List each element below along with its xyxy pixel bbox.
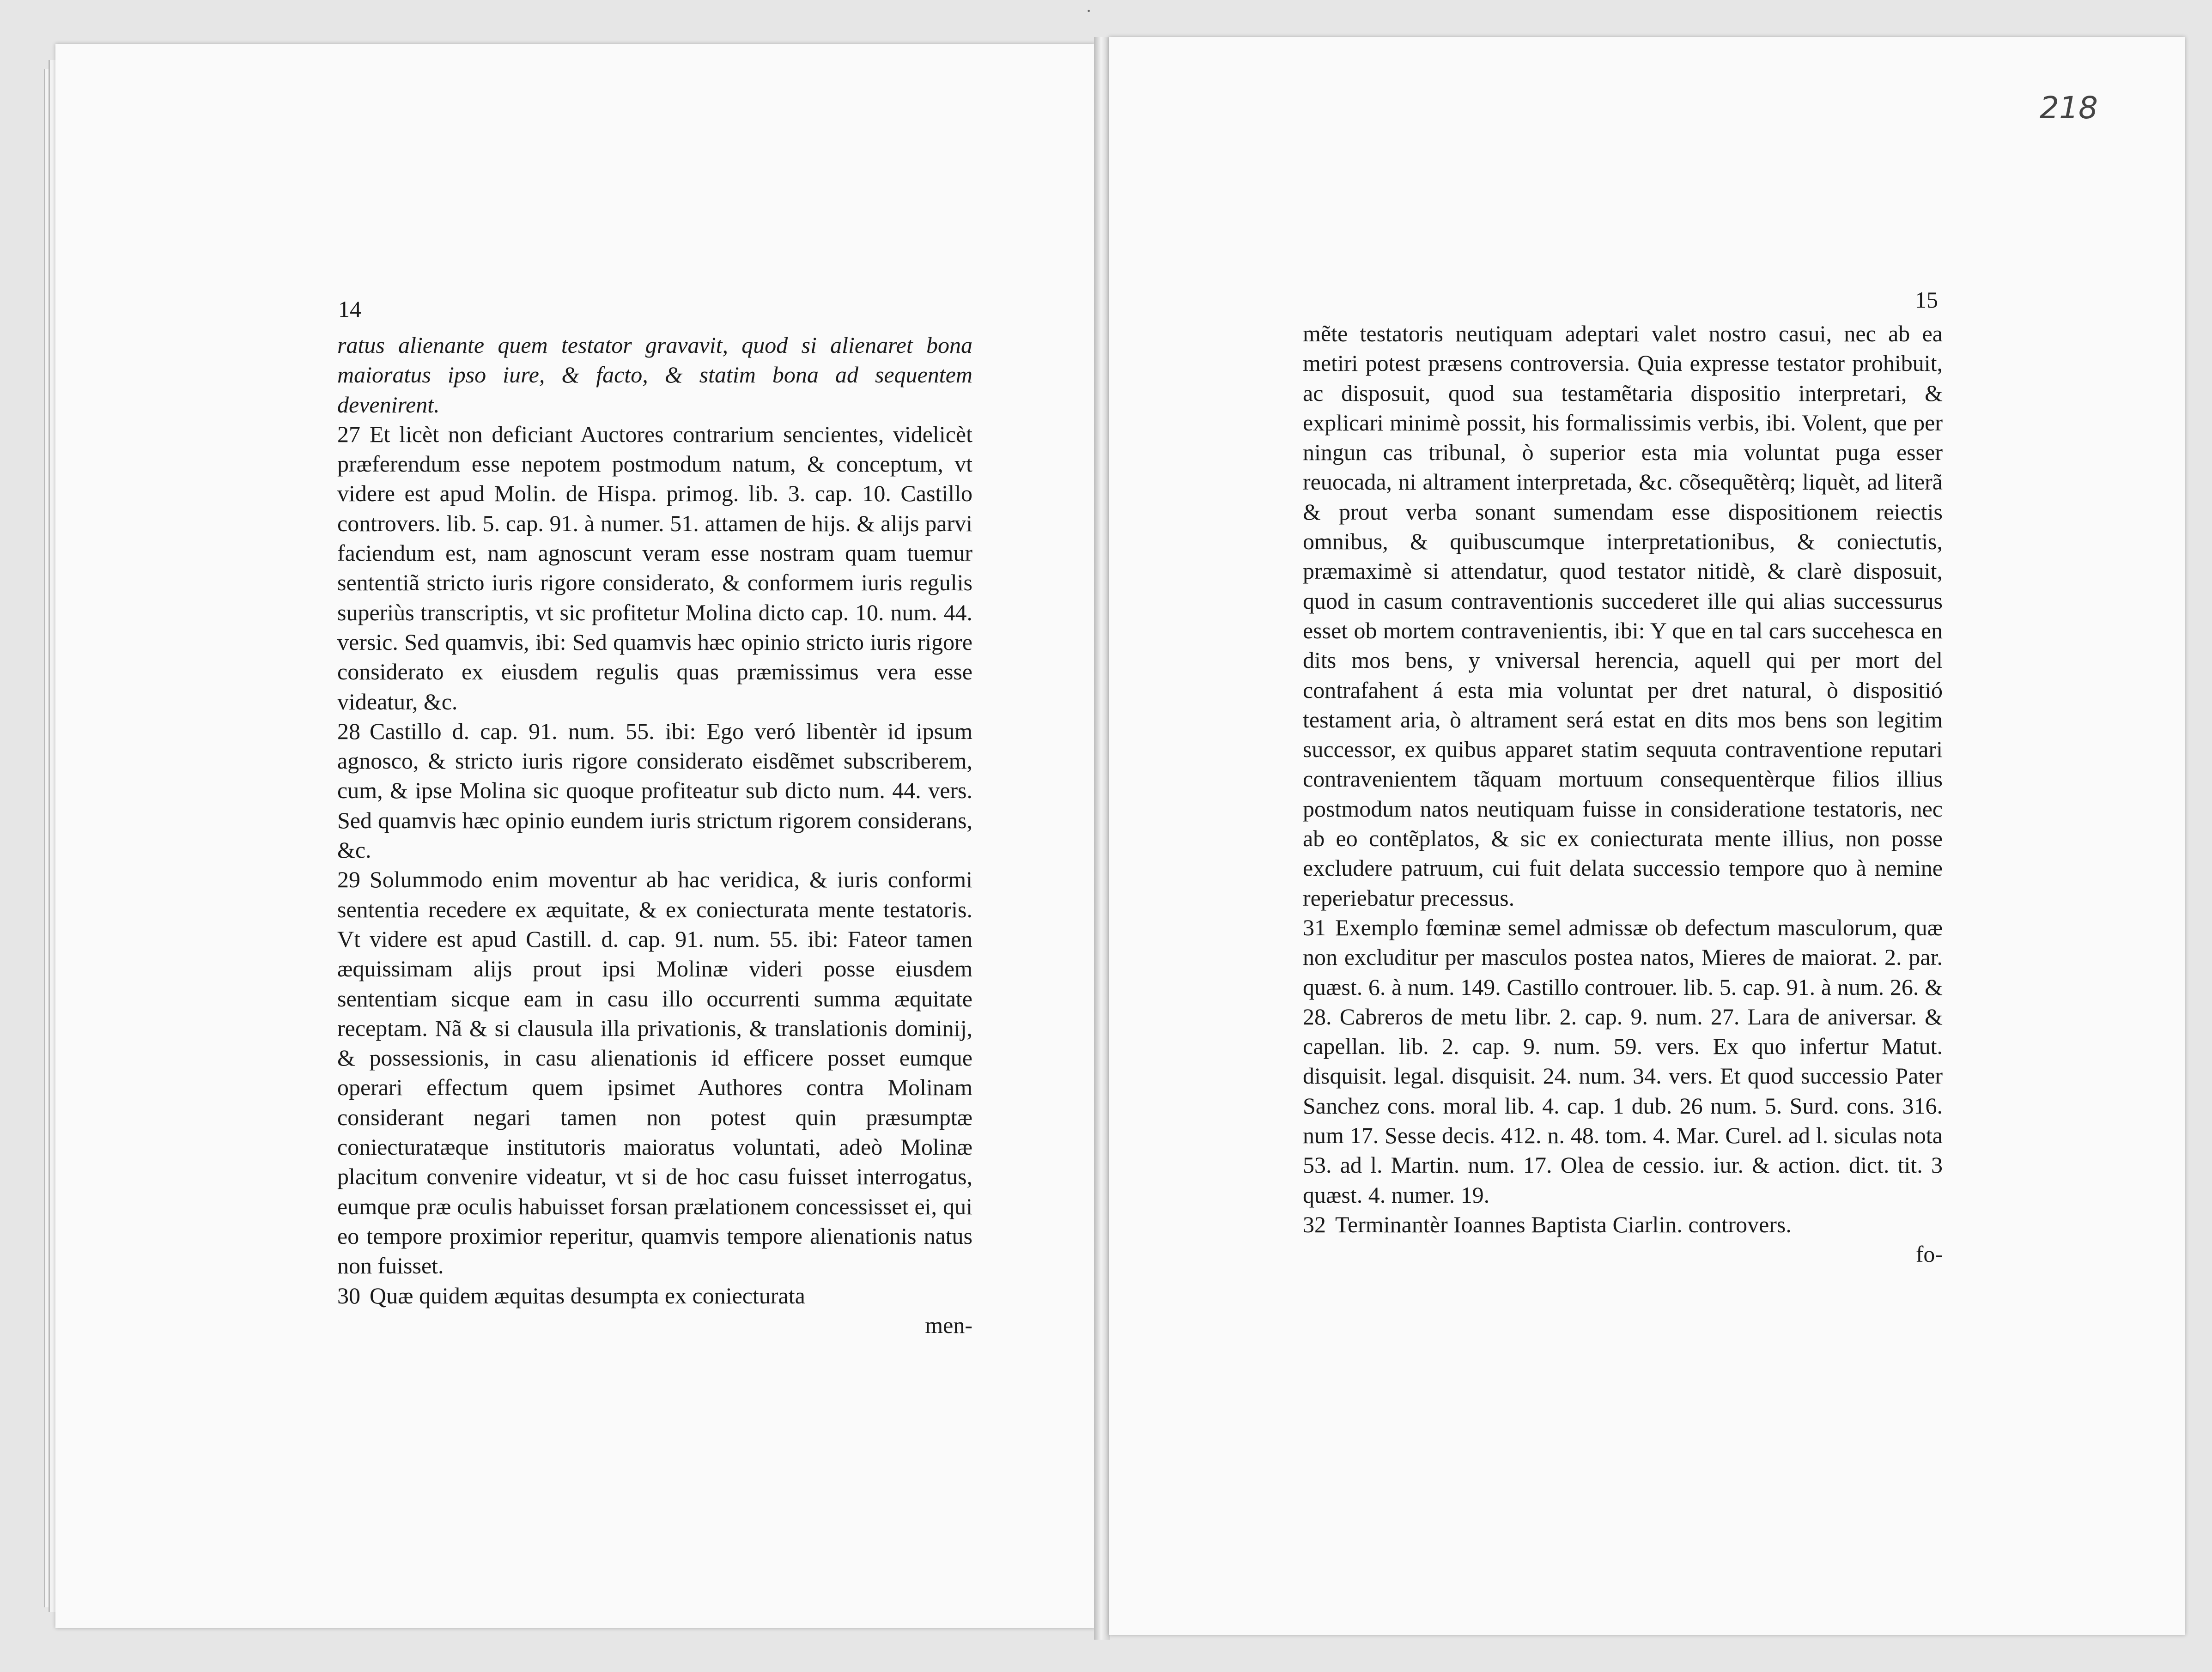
left-page-number: 14 xyxy=(338,296,361,322)
paragraph-text: Solummodo enim moventur ab hac veridica, & iuris conformi sententia recedere ex æquitate, & ex coniecturata mente testatoris. Vt videre est apud Castill. d. cap. 91. num. 55. ibi: Fateor tamen æquissimam alijs prout ipsi Molinæ videri posse eiusdem sententiam sicque eam in casu illo occurrenti summa æquitate receptam. Nã & si clausula illa privationis, & translationis dominij, & possessionis, in casu alienationis id efficere posset eumque operari effectum quem ipsimet Authores contra Molinam considerant negari tamen non potest quin præsumptæ coniecturatæque institutoris maioratus voluntati, adeò Molinæ placitum convenire videatur, vt si de hoc casu fuisset interrogatus, eumque præ oculis habuisset forsan prælationem concessisset ei, qui eo tempore proximior reperitur, quamvis tempore alienationis natus non fuisset. xyxy=(337,866,972,1279)
paragraph-text: ratus alienante quem testator gravavit, quod si alienaret bona maioratus ipso iure, & facto, & statim bona ad sequentem devenirent. xyxy=(337,332,972,418)
right-page-number: 15 xyxy=(1915,287,1938,313)
catchword: men- xyxy=(925,1312,972,1338)
paragraph xyxy=(337,865,972,1280)
top-center-mark: · xyxy=(1086,0,1092,21)
book-gutter xyxy=(1094,37,1110,1640)
left-page-text xyxy=(337,330,972,1340)
paragraph xyxy=(337,716,972,865)
catchword: fo- xyxy=(1915,1241,1943,1267)
paragraph-number: 28 xyxy=(337,718,360,744)
paragraph xyxy=(337,419,972,716)
paragraph xyxy=(1303,319,1943,913)
paragraph xyxy=(1303,1210,1943,1239)
paragraph-number: 30 xyxy=(337,1282,360,1309)
paragraph-number: 27 xyxy=(337,421,360,447)
paragraph-text: Terminantèr Ioannes Baptista Ciarlin. controvers. xyxy=(1335,1211,1792,1237)
paragraph xyxy=(337,1281,972,1310)
paragraph-number: 29 xyxy=(337,866,360,893)
paragraph xyxy=(1303,913,1943,1210)
paragraph-text: Exemplo fœminæ semel admissæ ob defectum masculorum, quæ non excluditur per masculos postea natos, Mieres de maiorat. 2. par. quæst. 6. à num. 149. Castillo controuer. lib. 5. cap. 91. à num. 26. & 28. Cabreros de metu libr. 2. cap. 9. num. 27. Lara de aniversar. & capellan. lib. 2. cap. 9. num. 59. vers. Ex quo infertur Matut. disquisit. legal. disquisit. 24. num. 34. vers. Et quod successio Pater Sanchez cons. moral lib. 4. cap. 1 dub. 26 num. 5. Surd. cons. 316. num 17. Sesse decis. 412. n. 48. tom. 4. Mar. Curel. ad l. siculas nota 53. ad l. Martin. num. 17. Olea de cessio. iur. & action. dict. tit. 3 quæst. 4. numer. 19. xyxy=(1303,914,1943,1208)
right-page xyxy=(1109,37,2185,1635)
paragraph-text: mẽte testatoris neutiquam adeptari valet nostro casui, nec ab ea metiri potest præsens controversia. Quia expresse testator prohibuit, ac disposuit, quod sua testamẽtaria dispositio interpretari, & explicari minimè possit, his formalissimis verbis, ibi. Volent, que per ningun cas tribunal, ò superior esta mia voluntat puga esser reuocada, ni altrament interpretada, &c. cõsequẽtèrq; liquèt, ad literã & prout verba sonant sumendam esse dispositionem reiectis omnibus, & quibuscumque interpretationibus, & coniectutis, præmaximè si attendatur, quod testator nitidè, & clarè disposuit, quod in casum contraventionis succederet ille qui alias successurus esset ob mortem contravenientis, ibi: Y que en tal cars succehesca en dits mos bens, y vniversal herencia, aquell qui per mort del contrafahent á esta mia voluntat per dret natural, ò dispositió testament aria, ò altrament será estat en dits mos bens son legitim successor, ex quibus apparet statim sequuta contraventione reputari contravenientem tãquam mortuum consequentèrque filios illius postmodum natos neutiquam fuisse in consideratione testatoris, nec ab eo contẽplatos, & sic ex coniecturata mente illius, non posse excludere patruum, cui fuit delata successio tempore quo à nemine reperiebatur precessus. xyxy=(1303,321,1943,911)
handwritten-folio-number: 218 xyxy=(2040,90,2098,126)
paragraph-text: Et licèt non deficiant Auctores contrarium sencientes, videlicèt præferendum esse nepotem postmodum natum, & conceptum, vt videre est apud Molin. de Hispa. primog. lib. 3. cap. 10. Castillo controvers. lib. 5. cap. 91. à numer. 51. attamen de hijs. & alijs parvi faciendum est, nam agnoscunt veram esse nostram quam tuemur sententiã stricto iuris rigore considerato, & conformem iuris regulis superiùs transcriptis, vt sic profitetur Molina dicto cap. 10. num. 44. versic. Sed quamvis, ibi: Sed quamvis hæc opinio stricto iuris rigore considerato ex eiusdem regulis quas præmissimus vera esse videatur, &c. xyxy=(337,421,972,715)
paragraph-number: 32 xyxy=(1303,1211,1326,1237)
paragraph xyxy=(337,330,972,419)
paragraph-text: Castillo d. cap. 91. num. 55. ibi: Ego veró libentèr id ipsum agnosco, & stricto iuris rigore considerato eisdẽmet subscriberem, cum, & ipse Molina sic quoque profiteatur sub dicto num. 44. vers. Sed quamvis hæc opinio eundem iuris strictum rigorem considerans, &c. xyxy=(337,718,972,863)
right-page-text xyxy=(1303,319,1943,1269)
left-page xyxy=(55,44,1095,1628)
paragraph-text: Quæ quidem æquitas desumpta ex coniecturata xyxy=(370,1282,805,1309)
paragraph-number: 31 xyxy=(1303,914,1326,940)
